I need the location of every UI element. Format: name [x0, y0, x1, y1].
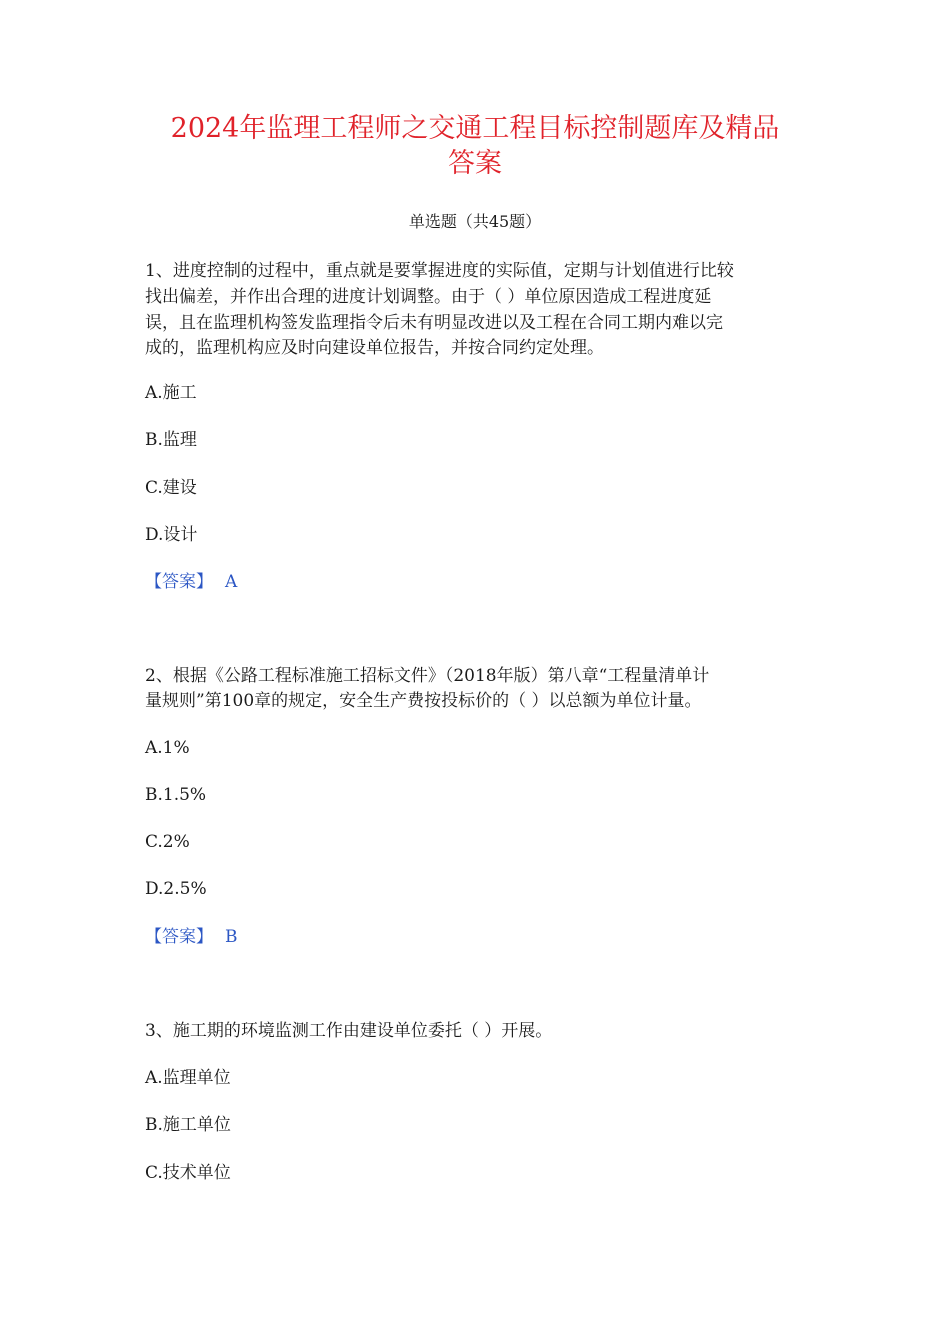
question-2-option-c: C.2%	[145, 832, 190, 852]
question-1-stem-line-3: 误，且在监理机构签发监理指令后未有明显改进以及工程在合同工期内难以完	[145, 313, 723, 333]
question-2-option-a: A.1%	[145, 738, 190, 758]
question-3-option-a: A.监理单位	[145, 1068, 231, 1088]
document-title-line-2: 答案	[448, 148, 502, 179]
question-2-option-d: D.2.5%	[145, 879, 207, 899]
question-1-stem-line-4: 成的，监理机构应及时向建设单位报告，并按合同约定处理。	[145, 338, 604, 358]
question-2-option-b: B.1.5%	[145, 785, 207, 805]
question-3-option-c: C.技术单位	[145, 1163, 231, 1183]
question-1-answer	[145, 570, 237, 594]
document-title-line-1: 2024年监理工程师之交通工程目标控制题库及精品	[170, 113, 780, 144]
question-1-option-d: D.设计	[145, 525, 198, 545]
section-heading: 单选题（共45题）	[408, 212, 542, 231]
question-2-stem-line-1: 2、根据《公路工程标准施工招标文件》（2018年版）第八章“工程量清单计	[145, 666, 710, 686]
question-1-option-c: C.建设	[145, 478, 197, 498]
question-1-option-a: A.施工	[145, 383, 197, 403]
question-1-stem-line-2: 找出偏差，并作出合理的进度计划调整。由于（ ）单位原因造成工程进度延	[145, 287, 712, 307]
question-2-stem-line-2: 量规则”第100章的规定，安全生产费按投标价的（ ）以总额为单位计量。	[145, 691, 702, 711]
question-1-answer-label: 【答案】	[145, 572, 213, 592]
question-3-option-b: B.施工单位	[145, 1115, 231, 1135]
question-3-stem-line-1: 3、施工期的环境监测工作由建设单位委托（ ）开展。	[145, 1021, 553, 1041]
question-2-answer-value: B	[225, 927, 238, 947]
question-1-stem-line-1: 1、进度控制的过程中，重点就是要掌握进度的实际值，定期与计划值进行比较	[145, 261, 734, 281]
question-1-option-b: B.监理	[145, 430, 197, 450]
question-2-answer-label: 【答案】	[145, 927, 213, 947]
question-1-answer-value: A	[225, 572, 238, 592]
question-2-answer	[145, 925, 238, 949]
